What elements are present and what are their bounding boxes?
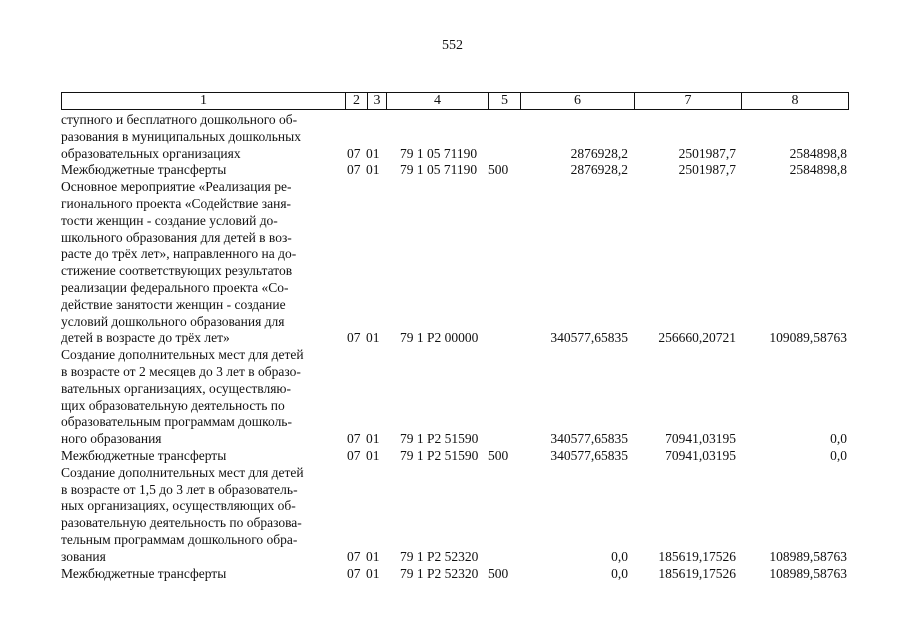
header-col-1: 1 — [62, 93, 346, 109]
row-expense-type: 500 — [488, 565, 509, 581]
row-value-8: 0,0 — [830, 431, 847, 447]
header-col-8: 8 — [791, 93, 799, 108]
row-target-article: 79 1 Р2 52320 — [400, 565, 479, 581]
row-value-8: 109089,58763 — [769, 330, 847, 346]
header-col-4: 4 — [387, 93, 489, 109]
header-col-3: 3 — [368, 93, 387, 109]
table-row — [61, 179, 849, 347]
row-value-6: 340577,65835 — [550, 330, 628, 346]
table-row — [61, 162, 849, 179]
row-subsection: 01 — [366, 565, 380, 581]
row-value-6: 2876928,2 — [570, 145, 628, 161]
row-value-7: 185619,17526 — [658, 565, 736, 581]
table-header — [61, 92, 849, 110]
row-subsection: 01 — [366, 162, 380, 178]
row-name: Межбюджетные трансферты — [61, 162, 227, 178]
row-target-article: 79 1 Р2 00000 — [400, 330, 479, 346]
row-subsection: 01 — [366, 447, 380, 463]
row-target-article: 79 1 05 71190 — [400, 162, 478, 178]
row-section: 07 — [347, 162, 361, 178]
row-target-article: 79 1 Р2 51590 — [400, 431, 479, 447]
row-value-8: 0,0 — [830, 447, 847, 463]
table-row — [61, 347, 849, 448]
row-subsection: 01 — [366, 330, 380, 346]
row-target-article: 79 1 05 71190 — [400, 145, 478, 161]
page-number: 552 — [442, 38, 463, 53]
row-value-7: 185619,17526 — [658, 548, 736, 564]
row-value-6: 2876928,2 — [570, 162, 628, 178]
row-value-6: 340577,65835 — [550, 431, 628, 447]
table-row — [61, 465, 849, 566]
row-name: Создание дополнительных мест для детей в возрасте от 1,5 до 3 лет в образователь- ных организациях, осуществляющих об- разовательную деятельность по образова- тельным программам дошкольного обра- зования — [61, 464, 304, 564]
row-target-article: 79 1 Р2 52320 — [400, 548, 479, 564]
table-body — [61, 112, 849, 582]
table-row — [61, 566, 849, 583]
row-name: Межбюджетные трансферты — [61, 447, 227, 463]
row-subsection: 01 — [366, 145, 380, 161]
row-target-article: 79 1 Р2 51590 — [400, 447, 479, 463]
header-col-2: 2 — [346, 93, 368, 109]
row-expense-type: 500 — [488, 447, 509, 463]
table-row — [61, 112, 849, 162]
row-value-8: 108989,58763 — [769, 548, 847, 564]
row-section: 07 — [347, 330, 361, 346]
row-subsection: 01 — [366, 431, 380, 447]
row-subsection: 01 — [366, 548, 380, 564]
row-section: 07 — [347, 565, 361, 581]
row-value-8: 2584898,8 — [789, 145, 847, 161]
header-col-6: 6 — [521, 93, 635, 109]
row-value-7: 2501987,7 — [678, 145, 736, 161]
row-value-6: 0,0 — [611, 565, 628, 581]
header-col-5: 5 — [489, 93, 521, 109]
header-col-7: 7 — [635, 93, 742, 109]
row-section: 07 — [347, 548, 361, 564]
row-name: Создание дополнительных мест для детей в возрасте от 2 месяцев до 3 лет в образо- вательных организациях, осуществляю- щих образовательную деятельность по образовательным программам дошколь- ного образования — [61, 347, 304, 447]
row-value-8: 2584898,8 — [789, 162, 847, 178]
row-name: ступного и бесплатного дошкольного об- разования в муниципальных дошкольных образовательных организациях — [61, 112, 301, 161]
row-name: Основное мероприятие «Реализация ре- гионального проекта «Содействие заня- тости женщин - создание условий до- школьного образования для детей в воз- расте до трёх лет», направленного на до- стижение соответствующих результатов реализации федерального проекта «Со- действие занятости женщин - создание условий дошкольного образования для детей в возрасте до трёх лет» — [61, 179, 297, 346]
row-expense-type: 500 — [488, 162, 509, 178]
row-value-8: 108989,58763 — [769, 565, 847, 581]
row-section: 07 — [347, 447, 361, 463]
row-name: Межбюджетные трансферты — [61, 565, 227, 581]
row-value-6: 0,0 — [611, 548, 628, 564]
row-value-7: 70941,03195 — [665, 447, 736, 463]
row-section: 07 — [347, 145, 361, 161]
row-value-7: 256660,20721 — [658, 330, 736, 346]
table-row — [61, 448, 849, 465]
row-value-6: 340577,65835 — [550, 447, 628, 463]
row-value-7: 70941,03195 — [665, 431, 736, 447]
row-section: 07 — [347, 431, 361, 447]
row-value-7: 2501987,7 — [678, 162, 736, 178]
